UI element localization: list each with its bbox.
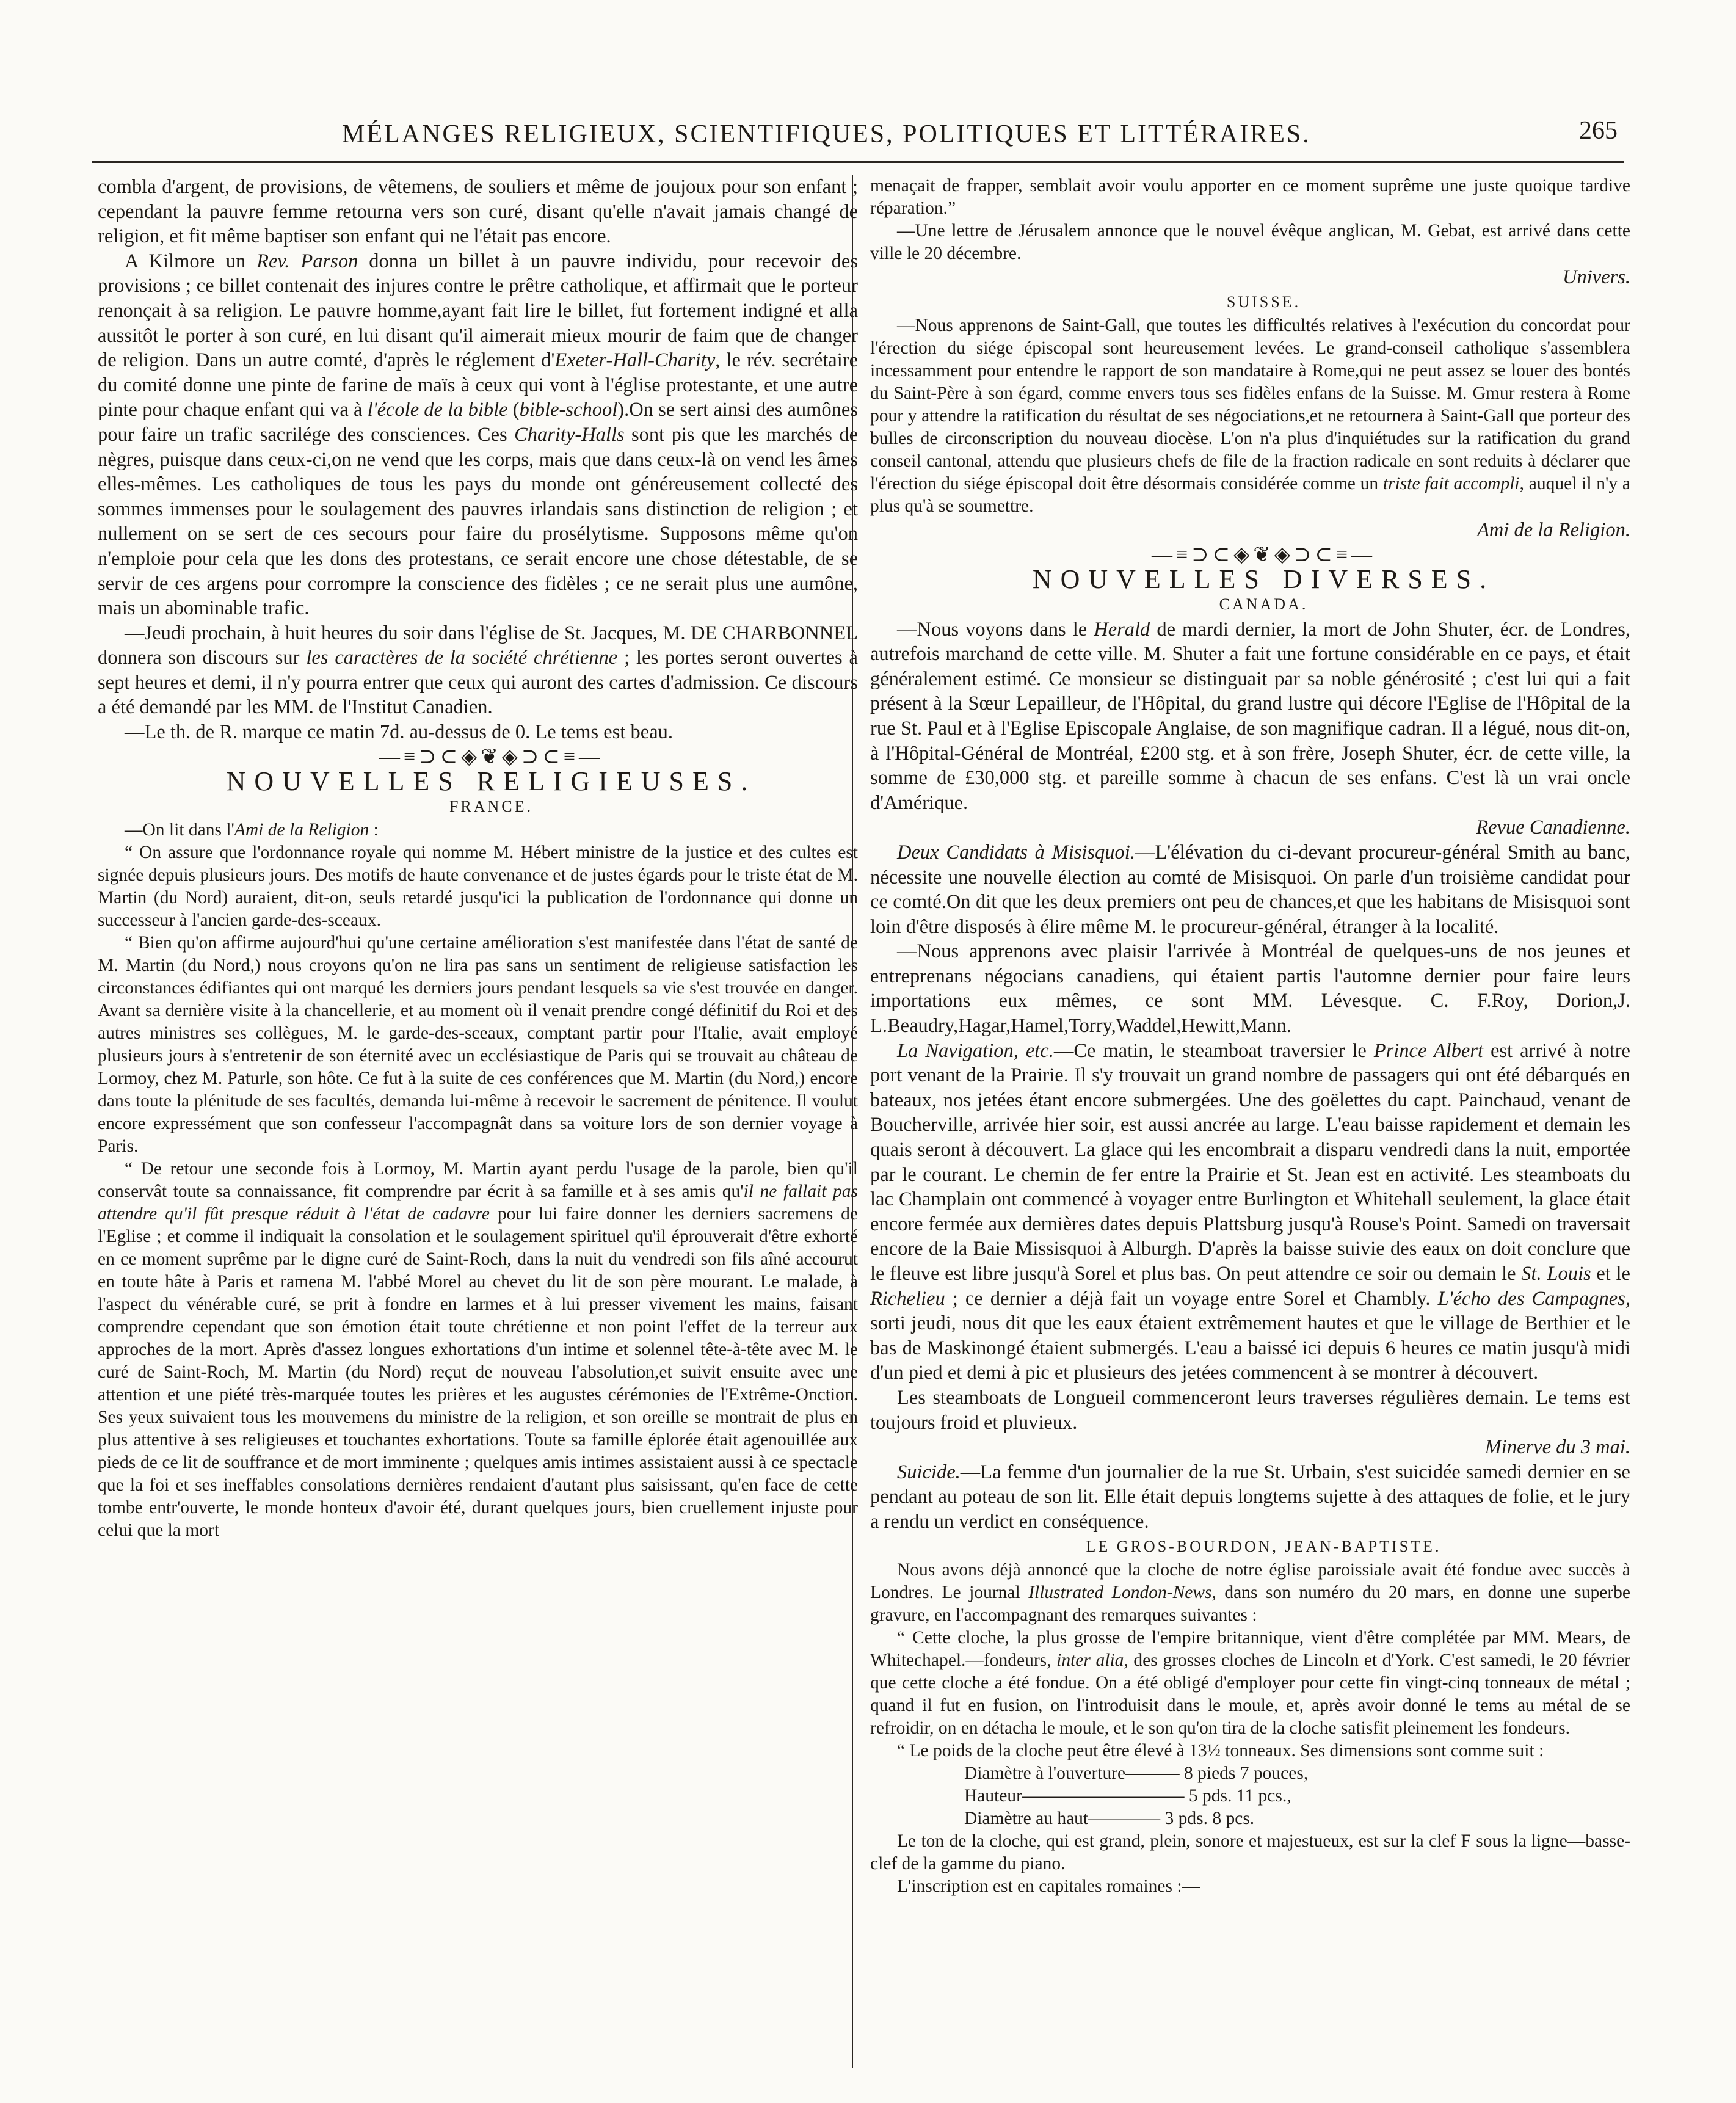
page-header-title: MÉLANGES RELIGIEUX, SCIENTIFIQUES, POLITIQUES ET LITTÉRAIRES. (342, 120, 1311, 148)
subheading-canada: CANADA. (1219, 595, 1309, 613)
subheading-suisse: SUISSE. (1226, 292, 1301, 311)
paragraph-suicide: Suicide.—La femme d'un journalier de la rue St. Urbain, s'est suicidée samedi dernier en se pendant au poteau de son lit. Elle était depuis longtems sujette à des attaques de folie, et le jury a rendu un verdict en conséquence. (870, 1461, 1630, 1533)
paragraph-misisquoi: Deux Candidats à Misisquoi.—L'élévation du ci-devant procureur-général Smith au banc, nécessite une nouvelle élection au comté de Misisquoi. On parle d'un troisième candidat pour ce comté.On dit que les deux premiers ont peu de chances,et que les habitans de Misisquoi sont loin d'être disposés à élire même M. le procureur-général, étranger à la localité. (870, 841, 1630, 938)
paragraph-martin-lormoy: “ De retour une seconde fois à Lormoy, M. Martin ayant perdu l'usage de la parole, bien qu'il conservât toute sa connaissance, fit comprendre par écrit à sa famille et à ses amis qu'il ne fallait pas attendre qu'il fût presque réduit à l'état de cadavre pour lui faire donner les derniers sacremens de l'Eglise ; et comme il indiquait la consolation et le soulagement spirituel qu'il éprouverait d'être exhorté en ce moment suprême par le digne curé de Saint-Roch, dans la nuit du vendredi son fils aîné accourut en toute hâte à Paris et ramena M. l'abbé Morel au chevet du lit de son père mourant. Le malade, à l'aspect du vénérable curé, se prit à fondre en larmes et à lui presser vivement les mains, faisant comprendre cependant que son émotion était toute chrétienne et non point l'effet de la terreur aux approches de la mort. Après d'assez longues exhortations d'un intime et solennel tête-à-tête avec M. le curé de Saint-Roch, M. Martin (du Nord) reçut de nouveau l'absolution,et suivit ensuite avec une attention et une piété très-marquée toutes les prières et les augustes cérémonies de l'Extrême-Onction. Ses yeux suivaient tous les mouvemens du ministre de la religion, et son oreille se montrait de plus en plus attentive à ses religieuses et touchantes exhortations. Toute sa famille éplorée était agenouillée aux pieds de ce lit de souffrance et de mort imminente ; quelques amis intimes assistaient aussi à ce spectacle que la foi et ses ineffables consolations dernières rendaient d'autant plus saisissant, qu'en face de cette tombe entr'ouverte, le monde honteux d'avoir été, durant quelques jours, bien cruellement injuste pour celui que la mort (98, 1159, 858, 1541)
paragraph-saint-gall: —Nous apprenons de Saint-Gall, que toutes les difficultés relatives à l'exécution du concordat pour l'érection du siége épiscopal sont heureusement levées. Le grand-conseil catholique s'assemblera incessamment pour entendre le rapport de son mandataire à Rome,qui ne peut assez se louer des bontés du Saint-Père à son égard, comme envers tous ses fidèles enfans de la Suisse. M. Gmur restera à Rome pour y attendre la ratification du résultat de ses négociations,et ne retournera à Saint-Gall que porteur des bulles de circonscription du nouveau diocèse. L'on n'a plus d'inquiétudes sur la ratification du grand conseil cantonal, attendu que plusieurs chefs de file de la fraction radicale en sont reduits à déclarer que l'érection du siége épiscopal doit être désormais considérée comme un triste fait accompli, auquel il n'y a plus qu'à se soumettre. (870, 316, 1630, 517)
paragraph-hebert: “ On assure que l'ordonnance royale qui nomme M. Hébert ministre de la justice et des cultes est signée depuis plusieurs jours. Des motifs de haute convenance et de justes égards pour le triste état de M. Martin (du Nord) auraient, dit-on, seuls retardé jusqu'ici la publication de l'ordonnance qui donne un successeur à l'ancien garde-des-sceaux. (98, 843, 858, 931)
paragraph-cloche-poids: “ Le poids de la cloche peut être élevé à 13½ tonneaux. Ses dimensions sont comme suit : (897, 1741, 1544, 1761)
ornament-divider: —≡⊃⊂◈❦◈⊃⊂≡— (1151, 543, 1376, 566)
paragraph-inscription: L'inscription est en capitales romaines :— (897, 1876, 1200, 1897)
paragraph-navigation: La Navigation, etc.—Ce matin, le steamboat traversier le Prince Albert est arrivé à notre port venant de la Prairie. Il s'y trouvait un grand nombre de passagers qui ont été débarqués en bateaux, nos jetées étant encore submergées. Une des goëlettes du capt. Painchaud, venant de Boucherville, arrivée hier soir, est aussi ancrée au large. L'eau baisse rapidement et demain les quais seront à découvert. La glace qui les encombrait a disparu vendredi dans la nuit, emportée par le courant. Le chemin de fer entre la Prairie et St. Jean est en activité. Les steamboats du lac Champlain ont commencé à voyager entre Burlington et Whitehall seulement, la glace était encore fermée aux dernières dates depuis Plattsburg jusqu'à Rouse's Point. Samedi on traversait encore de la Baie Missisquoi à Alburgh. D'après la baisse suivie des eaux on doit conclure que le fleuve est libre jusqu'à Sorel et plus bas. On peut attendre ce soir ou demain le St. Louis et le Richelieu ; ce dernier a déjà fait un voyage entre Sorel et Chambly. L'écho des Campagnes, sorti jeudi, nous dit que les eaux étaient extrêmement hautes et que le village de Berthier et le bas de Maskinongé étaient submergés. L'eau a baissé ici depuis 6 heures ce matin jusqu'à midi d'un pied et demi à pic et plusieurs des jetées commencent à se montrer à découvert. (870, 1039, 1630, 1384)
paragraph-cloche-intro: Nous avons déjà annoncé que la cloche de notre église paroissiale avait été fondue avec succès à Londres. Le journal Illustrated London-News, dans son numéro du 20 mars, en donne une superbe gravure, en l'accompagnant des remarques suivantes : (870, 1560, 1630, 1625)
source-minerve: Minerve du 3 mai. (1484, 1436, 1630, 1459)
paragraph-cloche-description: “ Cette cloche, la plus grosse de l'empire britannique, vient d'être complétée par MM. Mears, de Whitechapel.—fondeurs, inter alia, des grosses cloches de Lincoln et d'York. C'est samedi, le 20 février que cette cloche a été fondue. On a été obligé d'employer pour cette fin vingt-cinq tonneaux de métal ; quand il fut en fusion, on l'introduisit dans le moule, et, après avoir donné le tems au métal de se refroidir, on en détacha le moule, et le son qu'on tira de la cloche satisfit pleinement les fondeurs. (870, 1628, 1630, 1738)
subheading-gros-bourdon: LE GROS-BOURDON, JEAN-BAPTISTE. (1086, 1537, 1442, 1555)
section-heading-religieuses: NOUVELLES RELIGIEUSES. (226, 766, 757, 797)
page-number: 265 (1579, 117, 1618, 145)
dimension-line: Hauteur————————— 5 pds. 11 pcs., (964, 1786, 1291, 1806)
source-ami-religion: Ami de la Religion. (1477, 519, 1630, 542)
paragraph-shuter: —Nous voyons dans le Herald de mardi dernier, la mort de John Shuter, écr. de Londres, autrefois marchand de cette ville. M. Shuter a fait une fortune considérable en ce pays, et était généralement estimé. Ce monsieur se distinguait par sa noble générosité ; c'est lui qui a fait présent à la Sœur Lepailleur, de l'Hôpital, du grand lustre qui décore l'Eglise de l'Hôpital de la rue St. Paul et à l'Eglise Episcopale Anglaise, de son magnifique cadran. Il a légué, nous dit-on, à l'Hôpital-Général de Montréal, £200 stg. et à son frère, Joseph Shuter, écr. de cette ville, la somme de £30,000 stg. et pareille somme à chacun de ses enfans. C'est là un vrai oncle d'Amérique. (870, 618, 1630, 814)
subheading-france: FRANCE. (449, 797, 534, 815)
right-column (870, 175, 1630, 1898)
paragraph-baptism: combla d'argent, de provisions, de vêtemens, de souliers et même de joujoux pour son enfant ; cependant la pauvre femme retourna vers son curé, disant qu'elle n'avait jamais changé de religion, et fit même baptiser son enfant qui ne l'était pas encore. (98, 176, 858, 248)
paragraph-martin-health: “ Bien qu'on affirme aujourd'hui qu'une certaine amélioration s'est manifestée dans l'état de santé de M. Martin (du Nord,) nous croyons qu'on ne lira pas sans un sentiment de religieuse satisfaction les circonstances édifiantes qui ont marqué les derniers jours pendant lesquels sa vie s'est trouvée en danger. Avant sa dernière visite à la chancellerie, et au moment où il venait prendre congé définitif du Roi et des autres ministres ses collègues, M. le garde-des-sceaux, comptant partir pour l'Italie, avait employé plusieurs jours à s'entretenir de son éternité avec un ecclésiastique de Paris qui se trouvait au château de Lormoy, chez M. Paturle, son hôte. Ce fut à la suite de ces conférences que M. Martin (du Nord,) encore dans toute la plénitude de ses facultés, demanda lui-même à recevoir le sacrement de pénitence. Il voulut encore expressément que son confesseur l'accompagnât dans sa voiture lors de son dernier voyage à Paris. (98, 933, 858, 1157)
header-rule (92, 161, 1624, 163)
source-univers: Univers. (1562, 266, 1630, 288)
paragraph-kilmore: A Kilmore un Rev. Parson donna un billet à un pauvre individu, pour recevoir des provisions ; ce billet contenait des injures contre le prêtre catholique, et affirmait que le porteur renonçait à sa religion. Le pauvre homme,ayant fait lire le billet, fut fortement indigné et alla aussitôt le porter à son curé, en lui disant qu'il aimerait mieux mourir de faim que de changer de religion. Dans un autre comté, d'après le réglement d'Exeter-Hall-Charity, le rév. secrétaire du comité donne une pinte de farine de maïs à ceux qui vont à l'église protestante, et une autre pinte pour chaque enfant qui va à l'école de la bible (bible-school).On se sert ainsi des aumônes pour faire un trafic sacrilége des consciences. Ces Charity-Halls sont pis que les marchés de nègres, puisque dans ceux-ci,on ne vend que les corps, mais que dans ceux-là on vend les âmes elles-mêmes. Les catholiques de tous les pays du monde ont généreusement collecté des sommes immenses pour le soulagement des pauvres irlandais sans distinction de religion ; et nullement on se sert de ces secours pour faire du prosélytisme. Supposons même qu'on n'emploie pour cela que les dons des protestans, ce serait encore une chose détestable, de se servir de ces argens pour corrompre la conscience des fidèles ; ce ne serait plus une aumône, mais un abominable trafic. (98, 250, 858, 620)
section-heading-diverses: NOUVELLES DIVERSES. (1032, 564, 1495, 595)
dimension-line: Diamètre à l'ouverture——— 8 pieds 7 pouces, (964, 1763, 1309, 1784)
dimension-line: Diamètre au haut———— 3 pds. 8 pcs. (964, 1809, 1255, 1829)
paragraph-discours: —Jeudi prochain, à huit heures du soir dans l'église de St. Jacques, M. DE CHARBONNEL donnera son discours sur les caractères de la société chrétienne ; les portes seront ouvertes à sept heures et demi, il n'y pourra entrer que ceux qui auront des cartes d'admission. Ce discours a été demandé par les MM. de l'Institut Canadien. (98, 622, 858, 719)
source-revue-canadienne: Revue Canadienne. (1476, 816, 1630, 839)
paragraph-jerusalem: —Une lettre de Jérusalem annonce que le nouvel évêque anglican, M. Gebat, est arrivé dans cette ville le 20 décembre. (870, 221, 1630, 263)
paragraph-longueil: Les steamboats de Longueil commenceront leurs traverses régulières demain. Le tems est toujours froid et pluvieux. (870, 1386, 1630, 1434)
paragraph-negocians: —Nous apprenons avec plaisir l'arrivée à Montréal de quelques-uns de nos jeunes et entreprenans négocians canadiens, qui étaient partis l'automne dernier pour faire leurs importations eux mêmes, ce sont MM. Lévesque. C. F.Roy, Dorion,J. L.Beaudry,Hagar,Hamel,Torry,Waddel,Hewitt,Mann. (870, 940, 1630, 1037)
ornament-divider: —≡⊃⊂◈❦◈⊃⊂≡— (379, 745, 604, 768)
paragraph-cloche-ton: Le ton de la cloche, qui est grand, plein, sonore et majestueux, est sur la clef F sous la ligne—basse-clef de la gamme du piano. (870, 1831, 1630, 1874)
left-column (98, 175, 858, 1542)
paragraph-source-intro: —On lit dans l'Ami de la Religion : (125, 820, 379, 840)
paragraph-reparation: menaçait de frapper, semblait avoir voulu apporter en ce moment suprême une juste quoique tardive réparation.” (870, 176, 1630, 218)
paragraph-weather: —Le th. de R. marque ce matin 7d. au-dessus de 0. Le tems est beau. (125, 721, 674, 744)
